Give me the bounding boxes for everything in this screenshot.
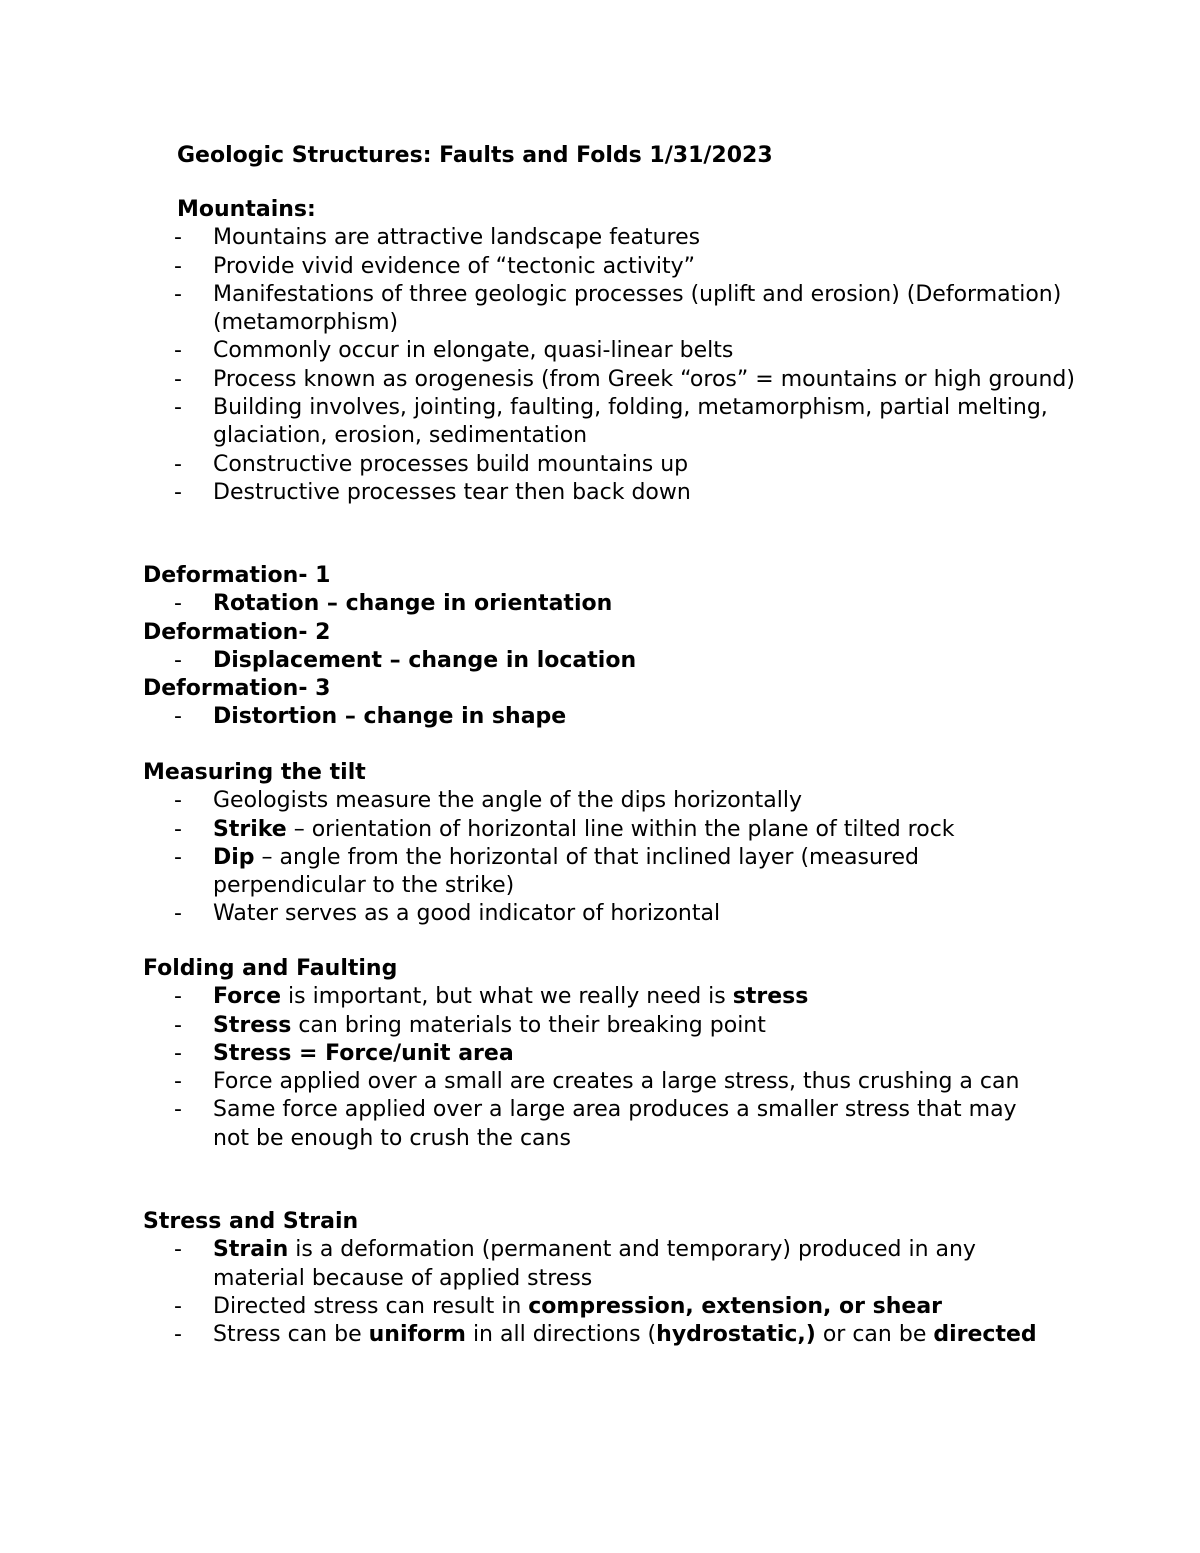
list-item: - Commonly occur in elongate, quasi-linear belts <box>143 337 1077 365</box>
term-force: Force <box>213 984 282 1010</box>
list-item: - Strike – orientation of horizontal line within the plane of tilted rock <box>143 816 1043 844</box>
list-item: - Displacement – change in location <box>143 647 1103 675</box>
bullet-list <box>143 647 1103 675</box>
list-item: - Stress can be uniform in all directions (hydrostatic,) or can be directed <box>143 1321 1043 1349</box>
section-deformation <box>143 562 1103 732</box>
term-dip: Dip <box>213 844 255 870</box>
bullet-dash: - <box>174 788 182 814</box>
bullet-dash: - <box>174 704 182 730</box>
bullet-list <box>143 983 1043 1153</box>
list-item: - Same force applied over a large area produces a smaller stress that may not be enough to crush the cans <box>174 1097 1017 1151</box>
term-strike: Strike <box>213 816 287 842</box>
bullet-list <box>143 703 1103 731</box>
bullet-dash: - <box>174 1069 182 1095</box>
bullet-dash: - <box>174 1322 182 1348</box>
list-item: - Dip – angle from the horizontal of that inclined layer (measured perpendicular to the strike) <box>174 844 919 899</box>
list-item: - Destructive processes tear then back down <box>143 479 1077 507</box>
bullet-dash: - <box>174 366 182 392</box>
section-heading: Stress and Strain <box>143 1209 359 1234</box>
bullet-dash: - <box>174 225 182 251</box>
bullet-dash: - <box>174 591 182 617</box>
bullet-dash: - <box>174 816 182 842</box>
list-item: - Manifestations of three geologic processes (uplift and erosion) (Deformation)(metamorphism) <box>174 281 1062 336</box>
bullet-dash: - <box>174 338 182 364</box>
document-title: Geologic Structures: Faults and Folds 1/31/2023 <box>177 143 773 168</box>
bullet-dash: - <box>174 253 182 279</box>
bullet-list <box>143 1236 1043 1349</box>
list-item: - Water serves as a good indicator of horizontal <box>143 900 1043 928</box>
list-item: - Force applied over a small are creates a large stress, thus crushing a can <box>143 1068 1043 1096</box>
bullet-dash: - <box>174 647 182 673</box>
bullet-dash: - <box>174 395 182 421</box>
term-stress: Stress <box>213 1012 292 1038</box>
bullet-list <box>143 787 1043 928</box>
bullet-dash: - <box>174 1040 182 1066</box>
list-item: - Mountains are attractive landscape features <box>143 224 1077 252</box>
deformation-3-heading: Deformation- 3 <box>143 676 331 702</box>
list-item: - Provide vivid evidence of “tectonic activity” <box>143 253 1077 281</box>
section-folding-faulting <box>143 955 1043 1153</box>
bullet-dash: - <box>174 844 182 870</box>
section-heading: Measuring the tilt <box>143 760 366 785</box>
list-item: - Rotation – change in orientation <box>143 590 1103 618</box>
deformation-2-heading: Deformation- 2 <box>143 619 331 645</box>
bullet-dash: - <box>174 451 182 477</box>
bullet-list <box>143 590 1103 618</box>
bullet-dash: - <box>174 1237 182 1263</box>
bullet-dash: - <box>174 901 182 927</box>
bullet-dash: - <box>174 984 182 1010</box>
bullet-dash: - <box>174 1097 182 1123</box>
list-item: - Distortion – change in shape <box>143 703 1103 731</box>
list-item: - Directed stress can result in compression, extension, or shear <box>143 1293 1043 1321</box>
list-item <box>143 1040 1043 1068</box>
term-strain: Strain <box>213 1237 289 1263</box>
list-item: - Process known as orogenesis (from Greek “oros” = mountains or high ground) <box>143 366 1077 394</box>
list-item: - Stress can bring materials to their breaking point <box>143 1012 1043 1040</box>
deformation-1-heading: Deformation- 1 <box>143 563 331 588</box>
bullet-list <box>143 224 1077 507</box>
section-heading: Folding and Faulting <box>143 956 398 981</box>
list-item: - Geologists measure the angle of the dips horizontally <box>143 787 1043 815</box>
list-item: - Building involves, jointing, faulting, folding, metamorphism, partial melting, glaciation, erosion, sedimentation <box>174 395 1048 449</box>
list-item: - Strain is a deformation (permanent and temporary) produced in any material because of applied stress <box>174 1237 976 1291</box>
section-mountains <box>174 196 1077 507</box>
bullet-dash: - <box>174 1012 182 1038</box>
list-item: - Force is important, but what we really need is stress <box>143 983 1043 1011</box>
stress-formula: Stress = Force/unit area <box>213 1040 514 1066</box>
section-measuring-tilt <box>143 759 1043 929</box>
bullet-dash: - <box>174 281 182 307</box>
section-heading: Mountains: <box>177 197 316 222</box>
list-item: - Constructive processes build mountains up <box>143 451 1077 479</box>
bullet-dash: - <box>174 1293 182 1319</box>
section-stress-strain <box>143 1208 1043 1349</box>
bullet-dash: - <box>174 479 182 505</box>
